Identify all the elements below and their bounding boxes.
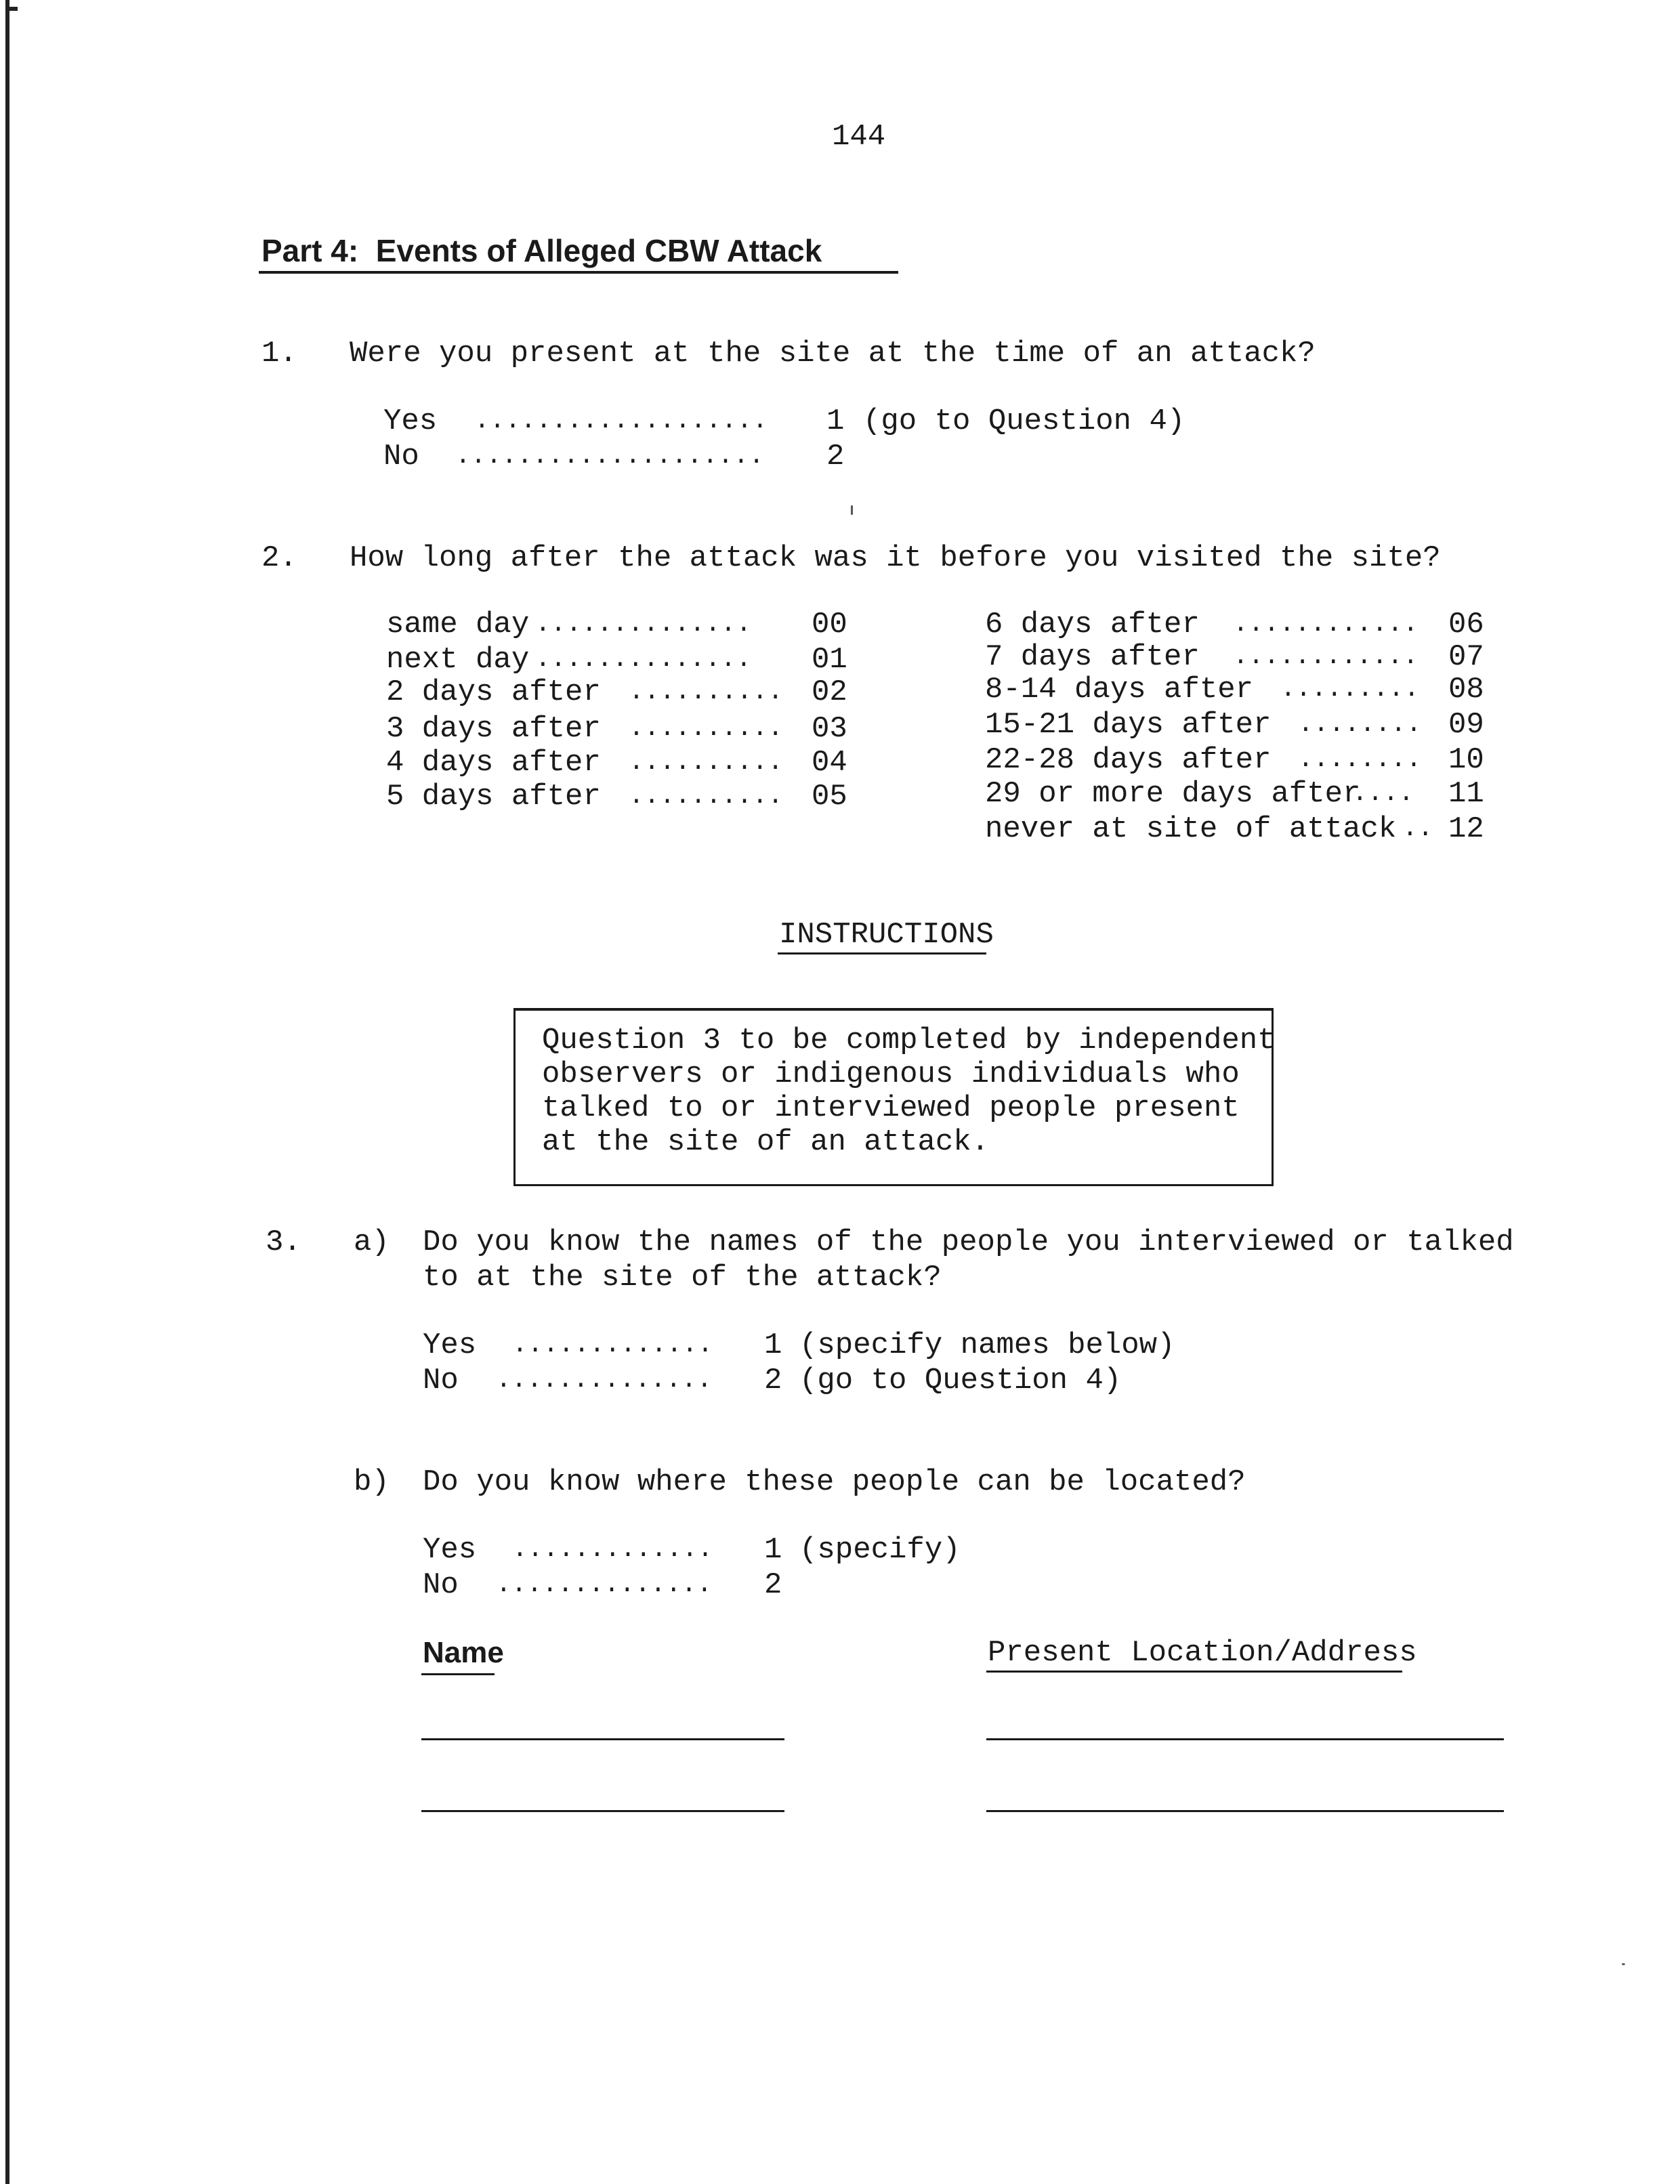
stray-mark: [1622, 1963, 1625, 1965]
q2-right-label: 15-21 days after: [985, 708, 1272, 742]
q2-left-code: 05: [812, 780, 847, 814]
q2-left-leader: ..........: [629, 714, 784, 743]
q1-yes-leader: ...................: [474, 406, 768, 436]
q2-right-code: 12: [1448, 812, 1484, 846]
q3b-yes-label: Yes: [423, 1533, 477, 1567]
q2-text: How long after the attack was it before you visited the site?: [350, 541, 1441, 575]
q1-yes-code: 1: [826, 404, 845, 438]
q3-number: 3.: [266, 1225, 301, 1259]
page-edge-tick: [5, 7, 18, 11]
q3a-yes-note: (specify names below): [799, 1328, 1175, 1362]
instructions-heading: INSTRUCTIONS: [779, 918, 994, 952]
q2-left-leader: ..........: [629, 782, 784, 811]
q1-yes-label: Yes: [383, 404, 438, 438]
page-edge-line: [5, 0, 9, 2184]
name-blank-line[interactable]: [421, 1738, 784, 1740]
q2-left-leader: ..............: [535, 645, 752, 674]
q3a-no-leader: ..............: [496, 1366, 713, 1395]
instructions-underline: [778, 952, 986, 954]
q2-right-label: 7 days after: [985, 640, 1200, 674]
q3a-no-code: 2: [764, 1364, 782, 1398]
q2-right-label: never at site of attack: [985, 812, 1397, 846]
q2-left-label: 5 days after: [386, 780, 601, 814]
q2-right-label: 29 or more days after: [985, 777, 1361, 811]
q2-left-code: 04: [812, 746, 847, 780]
name-blank-line[interactable]: [421, 1810, 784, 1812]
q1-yes-note: (go to Question 4): [863, 404, 1185, 438]
q2-left-leader: ..........: [629, 748, 784, 777]
q2-right-label: 6 days after: [985, 608, 1200, 642]
instructions-line: talked to or interviewed people present: [542, 1091, 1240, 1125]
q1-number: 1.: [261, 337, 297, 371]
location-column-header: Present Location/Address: [988, 1636, 1417, 1670]
q2-right-code: 09: [1448, 708, 1484, 742]
part-title-underline: [259, 271, 898, 274]
q3b-yes-leader: .............: [512, 1535, 713, 1564]
q3b-no-code: 2: [764, 1568, 782, 1602]
name-column-header: Name: [423, 1636, 504, 1669]
q2-right-code: 08: [1448, 673, 1484, 707]
q2-right-leader: .........: [1280, 675, 1420, 704]
q2-right-leader: ........: [1298, 745, 1422, 774]
q2-left-code: 01: [812, 643, 847, 677]
q1-text: Were you present at the site at the time of an attack?: [350, 337, 1316, 371]
q2-right-leader: ..: [1402, 814, 1433, 843]
q2-left-leader: ..............: [535, 610, 752, 639]
location-blank-line[interactable]: [986, 1810, 1504, 1812]
q2-right-code: 07: [1448, 640, 1484, 674]
q3a-no-label: No: [423, 1364, 459, 1398]
q3a-no-note: (go to Question 4): [799, 1364, 1122, 1398]
q3b-letter: b): [354, 1465, 390, 1499]
q2-right-label: 22-28 days after: [985, 743, 1272, 777]
q1-no-label: No: [383, 440, 419, 474]
q3b-text: Do you know where these people can be located?: [423, 1465, 1246, 1499]
location-header-underline: [986, 1671, 1402, 1673]
q3a-yes-code: 1: [764, 1328, 782, 1362]
stray-mark: [851, 505, 853, 515]
q2-right-leader: ........: [1298, 710, 1422, 739]
q2-right-leader: ............: [1233, 610, 1419, 639]
q2-left-code: 00: [812, 608, 847, 642]
q2-right-label: 8-14 days after: [985, 673, 1254, 707]
q3b-no-label: No: [423, 1568, 459, 1602]
instructions-line: Question 3 to be completed by independent: [542, 1024, 1276, 1057]
q3a-yes-label: Yes: [423, 1328, 477, 1362]
q1-no-leader: ....................: [455, 442, 765, 471]
q2-left-label: same day: [386, 608, 530, 642]
instructions-line: at the site of an attack.: [542, 1125, 990, 1159]
part-title: Part 4: Events of Alleged CBW Attack: [261, 233, 822, 268]
q2-right-code: 10: [1448, 743, 1484, 777]
q2-right-leader: ............: [1233, 642, 1419, 671]
q2-left-leader: ..........: [629, 677, 784, 707]
q2-left-label: 2 days after: [386, 675, 601, 709]
location-blank-line[interactable]: [986, 1738, 1504, 1740]
q2-left-code: 02: [812, 675, 847, 709]
q2-right-leader: ....: [1352, 779, 1414, 808]
q2-left-label: 4 days after: [386, 746, 601, 780]
q2-right-code: 11: [1448, 777, 1484, 811]
instructions-line: observers or indigenous individuals who: [542, 1057, 1240, 1091]
q3b-yes-code: 1: [764, 1533, 782, 1567]
name-header-underline: [421, 1673, 495, 1675]
page-number: 144: [832, 120, 886, 154]
q2-left-label: next day: [386, 643, 530, 677]
q2-left-code: 03: [812, 712, 847, 746]
q2-right-code: 06: [1448, 608, 1484, 642]
q2-number: 2.: [261, 541, 297, 575]
q3a-letter: a): [354, 1225, 390, 1259]
q3b-yes-note: (specify): [799, 1533, 961, 1567]
q2-left-label: 3 days after: [386, 712, 601, 746]
q3b-no-leader: ..............: [496, 1570, 713, 1599]
q3a-text-line: Do you know the names of the people you interviewed or talked: [423, 1225, 1514, 1259]
q3a-text-line: to at the site of the attack?: [423, 1261, 942, 1295]
q3a-yes-leader: .............: [512, 1330, 713, 1360]
q1-no-code: 2: [826, 440, 845, 474]
